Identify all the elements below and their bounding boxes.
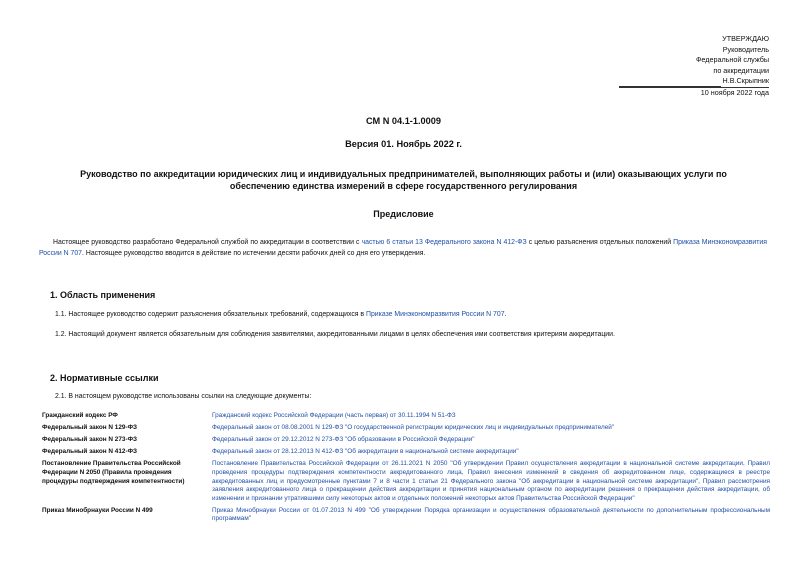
approval-block [619,34,769,98]
reference-short-name: Федеральный закон N 273-ФЗ [42,436,138,444]
approver-role-line3: по аккредитации [713,65,769,75]
link-order-707-section1[interactable]: Приказе Минэкономразвития России N 707 [366,311,505,318]
reference-short-name: Гражданский кодекс РФ [42,412,118,419]
reference-short-name: Приказ Минобрнауки России N 499 [42,506,153,514]
approver-role-line2: Федеральной службы [695,55,769,64]
section-1-p1-end: . [504,311,507,318]
link-order-707[interactable]: Приказа Минэкономразвития России N 707 [39,239,767,257]
reference-full-link[interactable]: Федеральный закон от 08.08.2001 N 129-ФЗ "О государственной регистрации юридических лиц и индивидуальных предпринимателей" [212,424,615,432]
preface-heading: Предисловие [373,209,434,219]
reference-row [42,424,770,433]
reference-full-link[interactable]: Постановление Правительства Российской Федерации от 26.11.2021 N 2050 "Об утверждении Правил осуществления аккредитации в национальной системе аккредитации, Правил проведения процедуры подтверждения компетентности аккредитованного лица, Правил внесения изменений в сведения об аккредитованном лице, содержащиеся в реестре аккредитованных лиц и предусмотренные пунктами 7 и 8 части 1 статьи 21 Федерального закона "Об аккредитации в национальной системе аккредитации", Правил рассмотрения заявления аккредитованного лица о прекращении действия аккредитации и принятия национальным органом по аккредитации решения о прекращении действия аккредитации, об изменении и признании утратившими силу некоторых актов и отдельных положений некоторых актов Правительства Российской Федерации" [212,460,770,502]
preface-text-part2: с целью разъяснения отдельных положений [526,239,674,246]
link-law-412-part6[interactable]: частью 6 статьи 13 Федерального закона N 412-ФЗ [361,239,527,246]
reference-full-link[interactable]: Приказ Минобрнауки России от 01.07.2013 N 499 "Об утверждении Порядка организации и осуществления образовательной деятельности по дополнительным профессиональным программам" [212,506,770,523]
document-version: Версия 01. Ноябрь 2022 г. [345,139,462,149]
reference-short-name: Федеральный закон N 129-ФЗ [42,424,138,432]
reference-short-name: Федеральный закон N 412-ФЗ [42,448,138,456]
approve-word: УТВЕРЖДАЮ [722,34,769,43]
reference-short-name: Постановление Правительства Российской Федерации N 2050 (Правила проведения процедуры подтверждения компетентности) [42,460,185,485]
approver-role-line1: Руководитель [722,44,769,54]
reference-full-link[interactable]: Федеральный закон от 29.12.2012 N 273-ФЗ "Об образовании в Российской Федерации" [212,436,475,444]
signature-row [619,76,769,87]
reference-full-link[interactable]: Гражданский кодекс Российской Федерации (часть первая) от 30.11.1994 N 51-ФЗ [212,412,456,419]
preface-text-part3: . Настоящее руководство вводится в действие по истечении десяти рабочих дней со дня его утверждения. [82,249,426,257]
section-1-heading: 1. Область применения [50,290,156,300]
reference-row [42,436,770,445]
approver-name: Н.В.Скрыпник [722,76,769,85]
reference-row [42,507,770,524]
section-1-paragraph-2: 1.2. Настоящий документ является обязательным для соблюдения заявителями, аккредитованными лицами в целях обеспечения ими соответствия критериям аккредитации. [55,331,615,338]
section-1-p1-text: 1.1. Настоящее руководство содержит разъяснения обязательных требований, содержащихся в [55,311,367,318]
reference-row [42,412,770,421]
section-1-paragraph-1 [55,310,765,320]
preface-text [39,238,767,259]
reference-full-link[interactable]: Федеральный закон от 28.12.2013 N 412-ФЗ "Об аккредитации в национальной системе аккредитации" [212,448,519,456]
document-title: Руководство по аккредитации юридических лиц и индивидуальных предпринимателей, выполняющих работы и (или) оказывающих услуги по обеспечению единства измерений в сфере государственного регулирования [80,169,727,191]
section-2-heading: 2. Нормативные ссылки [50,373,159,383]
approval-date: 10 ноября 2022 года [619,87,769,99]
references-table [42,412,770,528]
section-2-paragraph-1: 2.1. В настоящем руководстве использованы ссылки на следующие документы: [55,393,312,400]
reference-row [42,460,770,503]
signature-line [619,78,721,87]
document-code: СМ N 04.1-1.0009 [366,116,441,126]
preface-text-part1: Настоящее руководство разработано Федеральной службой по аккредитации в соответствии с [53,239,362,246]
reference-row [42,448,770,457]
